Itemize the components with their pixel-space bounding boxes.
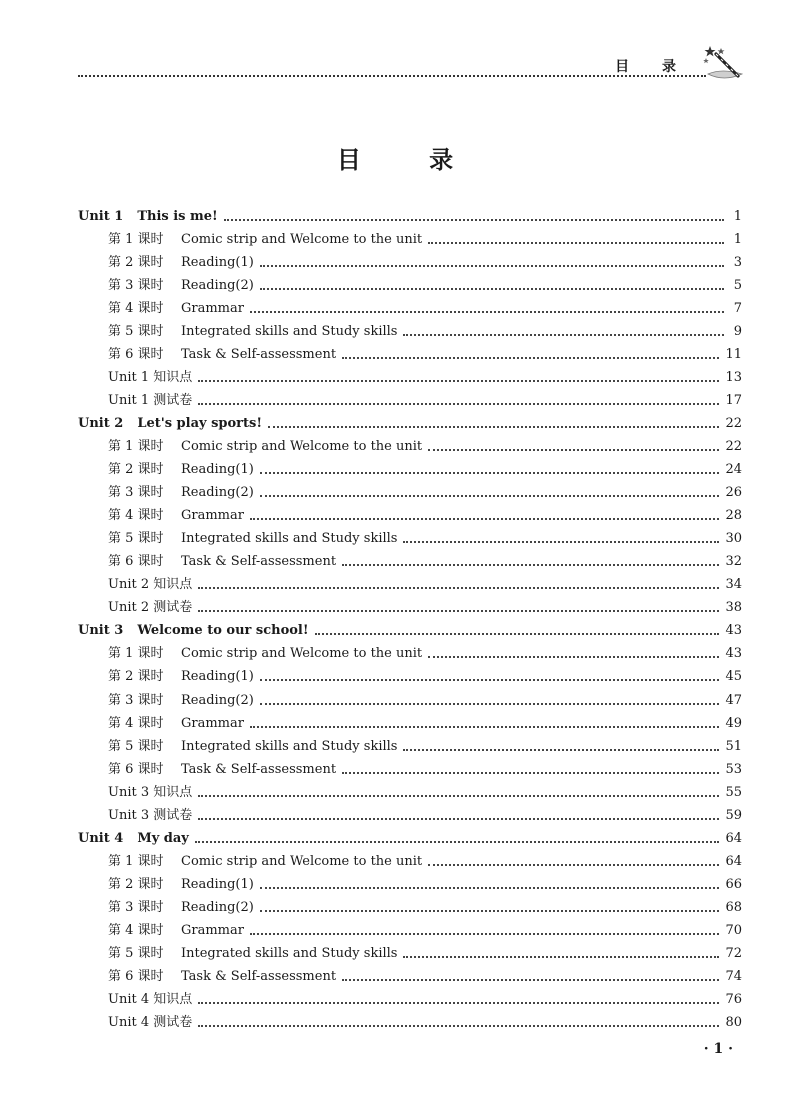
lesson-number: 第 3 课时 [108, 692, 164, 708]
entry-title: Task & Self-assessment [181, 346, 337, 362]
dot-leader [260, 472, 720, 474]
dot-leader [342, 979, 719, 981]
entry-title: Comic strip and Welcome to the unit [181, 646, 423, 662]
lesson-number: 第 5 课时 [108, 738, 164, 754]
dot-leader [403, 749, 719, 751]
entry-title: Grammar [181, 922, 244, 938]
page-ref: 43 [725, 623, 742, 639]
entry-title: Reading(2) [181, 899, 254, 915]
toc-lesson-entry[interactable] [78, 251, 742, 274]
toc-lesson-entry[interactable] [78, 758, 742, 781]
toc-extra-entry[interactable] [78, 597, 742, 620]
dot-leader [198, 610, 719, 612]
page-ref: 66 [725, 876, 742, 892]
lesson-number: 第 2 课时 [108, 462, 164, 478]
entry-title: Reading(1) [181, 876, 254, 892]
entry-title: Unit 3 测试卷 [108, 807, 193, 823]
page-ref: 45 [725, 669, 742, 685]
entry-title: Integrated skills and Study skills [181, 738, 398, 754]
toc-lesson-entry[interactable] [78, 689, 742, 712]
dot-leader [250, 933, 719, 935]
toc-lesson-entry[interactable] [78, 896, 742, 919]
entry-title: Unit 3 知识点 [108, 784, 193, 800]
dot-leader [198, 380, 719, 382]
entry-title: Comic strip and Welcome to the unit [181, 438, 423, 454]
dot-leader [198, 403, 719, 405]
page-ref: 24 [725, 462, 742, 478]
page-ref: 64 [725, 830, 742, 846]
unit-title: My day [137, 830, 189, 846]
dot-leader [268, 426, 719, 428]
toc-unit-entry[interactable] [78, 412, 742, 435]
lesson-number: 第 4 课时 [108, 922, 164, 938]
dot-leader [198, 795, 719, 797]
page-title: 目 录 [336, 145, 484, 174]
entry-title: Comic strip and Welcome to the unit [181, 231, 423, 247]
toc-extra-entry[interactable] [78, 389, 742, 412]
page-ref: 47 [725, 692, 742, 708]
entry-title: Unit 2 测试卷 [108, 600, 193, 616]
page-ref: 22 [725, 438, 742, 454]
lesson-number: 第 5 课时 [108, 323, 164, 339]
toc-lesson-entry[interactable] [78, 482, 742, 505]
dot-leader [342, 357, 719, 359]
dot-leader [260, 679, 720, 681]
page-ref: 51 [725, 738, 742, 754]
toc-lesson-entry[interactable] [78, 320, 742, 343]
unit-number: Unit 2 [78, 415, 124, 431]
dot-leader [260, 703, 720, 705]
toc-lesson-entry[interactable] [78, 274, 742, 297]
entry-title: Integrated skills and Study skills [181, 531, 398, 547]
dot-leader [403, 334, 724, 336]
page-ref: 9 [733, 323, 742, 339]
page-ref: 1 [733, 231, 742, 247]
dot-leader [342, 564, 719, 566]
lesson-number: 第 1 课时 [108, 646, 164, 662]
entry-title: Unit 4 知识点 [108, 992, 193, 1008]
unit-title: This is me! [137, 208, 218, 224]
page-ref: 53 [725, 761, 742, 777]
dot-leader [198, 1025, 719, 1027]
dot-leader [224, 219, 724, 221]
toc-lesson-entry[interactable] [78, 666, 742, 689]
toc-lesson-entry[interactable] [78, 966, 742, 989]
toc-lesson-entry[interactable] [78, 528, 742, 551]
lesson-number: 第 6 课时 [108, 969, 164, 985]
toc-lesson-entry[interactable] [78, 735, 742, 758]
page-ref: 64 [725, 853, 742, 869]
lesson-number: 第 6 课时 [108, 346, 164, 362]
lesson-number: 第 4 课时 [108, 715, 164, 731]
page-ref: 30 [725, 531, 742, 547]
lesson-number: 第 2 课时 [108, 876, 164, 892]
entry-title: Task & Self-assessment [181, 761, 337, 777]
page-ref: 1 [733, 208, 742, 224]
toc-lesson-entry[interactable] [78, 643, 742, 666]
toc-lesson-entry[interactable] [78, 228, 742, 251]
toc-lesson-entry[interactable] [78, 873, 742, 896]
lesson-number: 第 3 课时 [108, 485, 164, 501]
unit-number: Unit 3 [78, 623, 124, 639]
lesson-number: 第 2 课时 [108, 669, 164, 685]
toc-lesson-entry[interactable] [78, 551, 742, 574]
toc-lesson-entry[interactable] [78, 459, 742, 482]
toc-extra-entry[interactable] [78, 781, 742, 804]
dot-leader [198, 1002, 719, 1004]
dot-leader [428, 449, 719, 451]
page-ref: 38 [725, 600, 742, 616]
page-ref: 3 [733, 254, 742, 270]
toc-lesson-entry[interactable] [78, 297, 742, 320]
page-ref: 74 [725, 969, 742, 985]
entry-title: Unit 1 测试卷 [108, 392, 193, 408]
toc-unit-entry[interactable] [78, 827, 742, 850]
dot-leader [428, 242, 724, 244]
page-ref: 28 [725, 508, 742, 524]
entry-title: Reading(2) [181, 277, 254, 293]
page-ref: 70 [725, 922, 742, 938]
dot-leader [403, 956, 719, 958]
entry-title: Reading(1) [181, 462, 254, 478]
dot-leader [342, 772, 719, 774]
toc-extra-entry[interactable] [78, 366, 742, 389]
entry-title: Task & Self-assessment [181, 554, 337, 570]
dot-leader [260, 495, 720, 497]
entry-title: Task & Self-assessment [181, 969, 337, 985]
dot-leader [250, 518, 719, 520]
page-ref: 72 [725, 946, 742, 962]
page-ref: 59 [725, 807, 742, 823]
toc-lesson-entry[interactable] [78, 943, 742, 966]
lesson-number: 第 1 课时 [108, 438, 164, 454]
header-title: 目 录 [615, 59, 690, 75]
dot-leader [403, 541, 719, 543]
dot-leader [315, 633, 720, 635]
page-ref: 22 [725, 415, 742, 431]
dot-leader [428, 656, 719, 658]
page-ref: 17 [725, 392, 742, 408]
page-ref: 55 [725, 784, 742, 800]
page-ref: 34 [725, 577, 742, 593]
page-ref: 49 [725, 715, 742, 731]
lesson-number: 第 4 课时 [108, 300, 164, 316]
dot-leader [260, 265, 724, 267]
entry-title: Unit 1 知识点 [108, 369, 193, 385]
dot-leader [195, 841, 720, 843]
toc-lesson-entry[interactable] [78, 919, 742, 942]
header-dotted-rule [78, 75, 706, 77]
toc-lesson-entry[interactable] [78, 343, 742, 366]
page-ref: 68 [725, 899, 742, 915]
dot-leader [198, 587, 719, 589]
lesson-number: 第 3 课时 [108, 277, 164, 293]
dot-leader [260, 288, 724, 290]
unit-title: Let's play sports! [137, 415, 263, 431]
toc-lesson-entry[interactable] [78, 505, 742, 528]
toc-extra-entry[interactable] [78, 574, 742, 597]
entry-title: Grammar [181, 715, 244, 731]
page-ref: 13 [725, 369, 742, 385]
page-ref: 11 [725, 346, 742, 362]
lesson-number: 第 1 课时 [108, 853, 164, 869]
entry-title: Unit 2 知识点 [108, 577, 193, 593]
entry-title: Reading(1) [181, 254, 254, 270]
toc-extra-entry[interactable] [78, 1012, 742, 1035]
entry-title: Reading(2) [181, 485, 254, 501]
entry-title: Integrated skills and Study skills [181, 946, 398, 962]
dot-leader [428, 864, 719, 866]
toc-extra-entry[interactable] [78, 989, 742, 1012]
page-ref: 76 [725, 992, 742, 1008]
page-ref: 43 [725, 646, 742, 662]
lesson-number: 第 4 课时 [108, 508, 164, 524]
lesson-number: 第 5 课时 [108, 946, 164, 962]
toc-extra-entry[interactable] [78, 804, 742, 827]
unit-number: Unit 1 [78, 208, 124, 224]
magic-wand-icon [702, 44, 746, 84]
entry-title: Reading(1) [181, 669, 254, 685]
dot-leader [260, 910, 720, 912]
page-ref: 80 [725, 1015, 742, 1031]
page-ref: 7 [733, 300, 742, 316]
running-header [78, 50, 746, 82]
table-of-contents [78, 205, 742, 1035]
entry-title: Grammar [181, 508, 244, 524]
dot-leader [260, 887, 720, 889]
dot-leader [250, 726, 719, 728]
toc-unit-entry[interactable] [78, 620, 742, 643]
toc-lesson-entry[interactable] [78, 712, 742, 735]
entry-title: Comic strip and Welcome to the unit [181, 853, 423, 869]
lesson-number: 第 5 课时 [108, 531, 164, 547]
lesson-number: 第 3 课时 [108, 899, 164, 915]
dot-leader [198, 818, 719, 820]
page-ref: 26 [725, 485, 742, 501]
page-number: · 1 · [703, 1041, 733, 1057]
toc-lesson-entry[interactable] [78, 435, 742, 458]
unit-number: Unit 4 [78, 830, 124, 846]
lesson-number: 第 1 课时 [108, 231, 164, 247]
entry-title: Integrated skills and Study skills [181, 323, 398, 339]
toc-unit-entry[interactable] [78, 205, 742, 228]
dot-leader [250, 311, 724, 313]
toc-lesson-entry[interactable] [78, 850, 742, 873]
lesson-number: 第 2 课时 [108, 254, 164, 270]
lesson-number: 第 6 课时 [108, 761, 164, 777]
entry-title: Grammar [181, 300, 244, 316]
lesson-number: 第 6 课时 [108, 554, 164, 570]
page-ref: 5 [733, 277, 742, 293]
entry-title: Reading(2) [181, 692, 254, 708]
page-ref: 32 [725, 554, 742, 570]
entry-title: Unit 4 测试卷 [108, 1015, 193, 1031]
unit-title: Welcome to our school! [137, 623, 309, 639]
